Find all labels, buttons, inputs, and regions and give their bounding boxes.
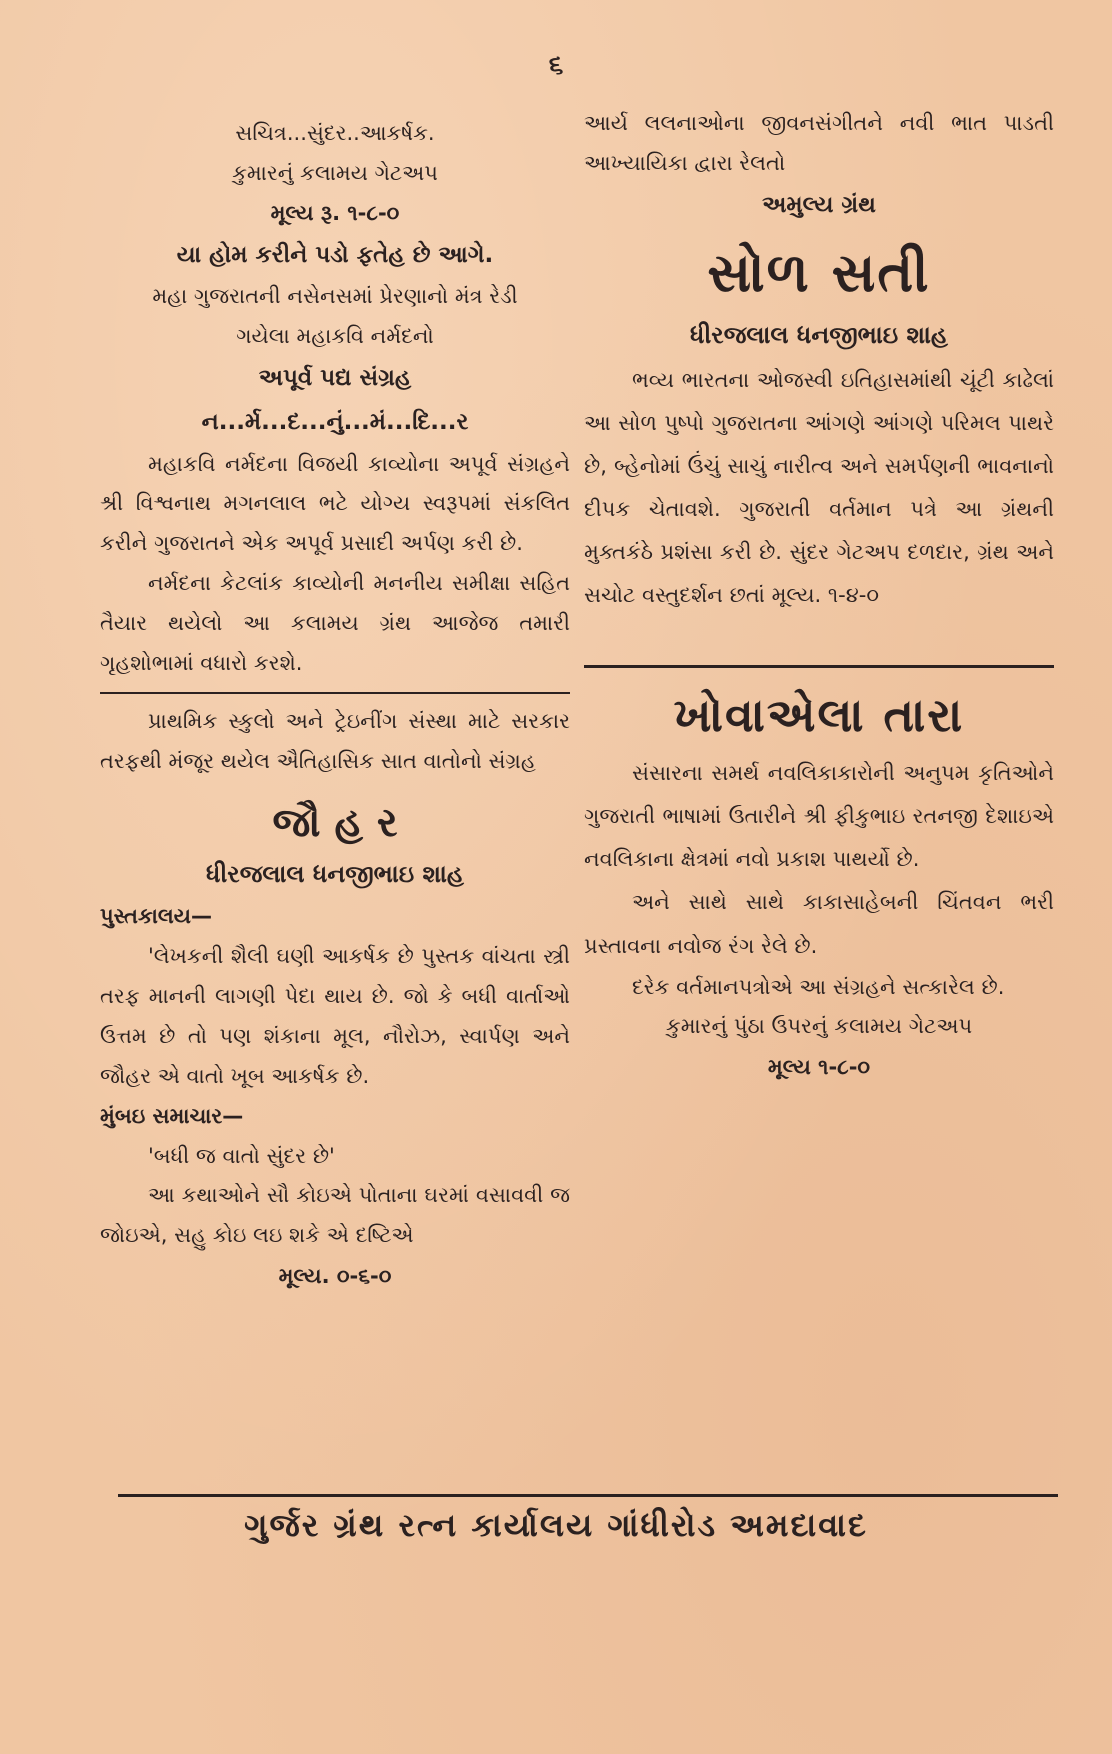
book1-title: ન...ર્મ...દ...નું...મં...દિ...ર (201, 408, 469, 435)
book1-author-right: ધીરજલાલ ધનજીભાઇ શાહ (690, 321, 948, 350)
book2-desc-3: દરેક વર્તમાનપત્રોએ આ સંગ્રહને સત્કારેલ છે. (632, 974, 1005, 999)
quote-line-2: મહા ગુજરાતની નસેનસમાં પ્રેરણાનો મંત્ર રેડી (152, 284, 518, 309)
poet-line: ગયેલા મહાકવિ નર્મદનો (236, 324, 434, 349)
book2-desc-2: અને સાથે સાથે કાકાસાહેબની ચિંતવન ભરી પ્રસ્તાવના નવોજ રંગ રેલે છે. (584, 890, 1054, 958)
price-line-1: મૂલ્ય રૂ. ૧-૮-૦ (270, 200, 400, 225)
para-3: પ્રાથમિક સ્કુલો અને ટ્રેઇનીંગ સંસ્થા માટે સરકાર તરફથી મંજૂર થયેલ ઐતિહાસિક સાત વાતોનો સંગ્રહ (100, 708, 570, 773)
quote-line-1: યા હોમ કરીને પડો ફતેહ છે આગે. (176, 241, 494, 268)
book2-title: જૌ હ ર (272, 799, 398, 846)
review1-text: 'લેખકની શૈલી ઘણી આકર્ષક છે પુસ્તક વાંચતા સ્ત્રી તરફ માનની લાગણી પેદા થાય છે. જો કે બધી વાર્તાઓ ઉત્તમ છે તો પણ શંકાના મૂલ, નૌરોઝ, સ્વાર્પણ અને જૌહર એ વાતો ખૂબ આકર્ષક છે. (100, 944, 570, 1088)
section-divider-right (584, 665, 1054, 668)
price-line-2: મૂલ્ય. ૦-૬-૦ (278, 1264, 392, 1289)
tagline: સચિત્ર...સુંદર..આકર્ષક. (235, 121, 435, 145)
section-divider (100, 692, 570, 694)
right-column (584, 100, 1054, 1101)
review1-source: પુસ્તકાલય— (100, 904, 212, 929)
intro-text: આર્ય લલનાઓના જીવનસંગીતને નવી ભાત પાડતી આખ્યાયિકા દ્વારા રેલતો (584, 111, 1054, 175)
collection-line: અપૂર્વ પદ્ય સંગ્રહ (258, 365, 412, 392)
book1-title-right: સોળ સતી (707, 241, 931, 305)
para-2: નર્મદના કેટલાંક કાવ્યોની મનનીય સમીક્ષા સહિત તૈયાર થયેલો આ કલામય ગ્રંથ આજેજ તમારી ગૃહશોભામાં વધારો કરશે. (100, 571, 570, 675)
getup-line: કુમારનું કલામય ગેટઅપ (232, 160, 438, 185)
book2-getup: કુમારનું પુંઠા ઉપરનું કલામય ગેટઅપ (665, 1014, 973, 1039)
book2-author: ધીરજલાલ ધનજીભાઇ શાહ (206, 859, 464, 888)
page-number: ૬ (548, 50, 564, 80)
review2-quote: 'બધી જ વાતો સુંદર છે' (148, 1143, 335, 1168)
book2-desc-1: સંસારના સમર્થ નવલિકાકારોની અનુપમ કૃતિઓને ગુજરાતી ભાષામાં ઉતારીને શ્રી ફીકુભાઇ રતનજી દેશાઇએ નવલિકાના ક્ષેત્રમાં નવો પ્રકાશ પાથર્યો છે. (584, 761, 1054, 872)
invaluable-label: અમુલ્ય ગ્રંથ (762, 191, 876, 218)
para-1: મહાકવિ નર્મદના વિજયી કાવ્યોના અપૂર્વ સંગ્રહને શ્રી વિશ્વનાથ મગનલાલ ભટે યોગ્ય સ્વરૂપમાં સંકલિત કરીને ગુજરાતને એક અપૂર્વ પ્રસાદી અર્પણ કરી છે. (100, 451, 570, 556)
review2-text: આ કથાઓને સૌ કોઇએ પોતાના ઘરમાં વસાવવી જ જોઇએ, સહુ કોઇ લઇ શકે એ દષ્ટિએ (100, 1183, 570, 1248)
book1-description: ભવ્ય ભારતના ઓજસ્વી ઇતિહાસમાંથી ચૂંટી કાઢેલાં આ સોળ પુષ્પો ગુજરાતના આંગણે આંગણે પરિમલ પાથરે છે, બ્હેનોમાં ઉંચું સાચું નારીત્વ અને સમર્પણની ભાવનાનો દીપક ચેતાવશે. ગુજરાતી વર્તમાન પત્રે આ ગ્રંથની મુક્તકંઠે પ્રશંસા કરી છે. સુંદર ગેટઅપ દળદાર, ગ્રંથ અને સચોટ વસ્તુદર્શન છતાં મૂલ્ય. ૧-૪-૦ (584, 368, 1054, 608)
footer-rule (118, 1494, 1058, 1497)
book2-price: મૂલ્ય ૧-૮-૦ (767, 1055, 871, 1080)
left-column (100, 100, 570, 1310)
publisher-footer: ગુર્જર ગ્રંથ રત્ન કાર્યાલય ગાંધીરોડ અમદાવાદ (244, 1506, 868, 1544)
review2-source: મુંબઇ સમાચાર— (100, 1103, 244, 1128)
book2-title-right: ખોવાએલા તારા (673, 688, 965, 743)
